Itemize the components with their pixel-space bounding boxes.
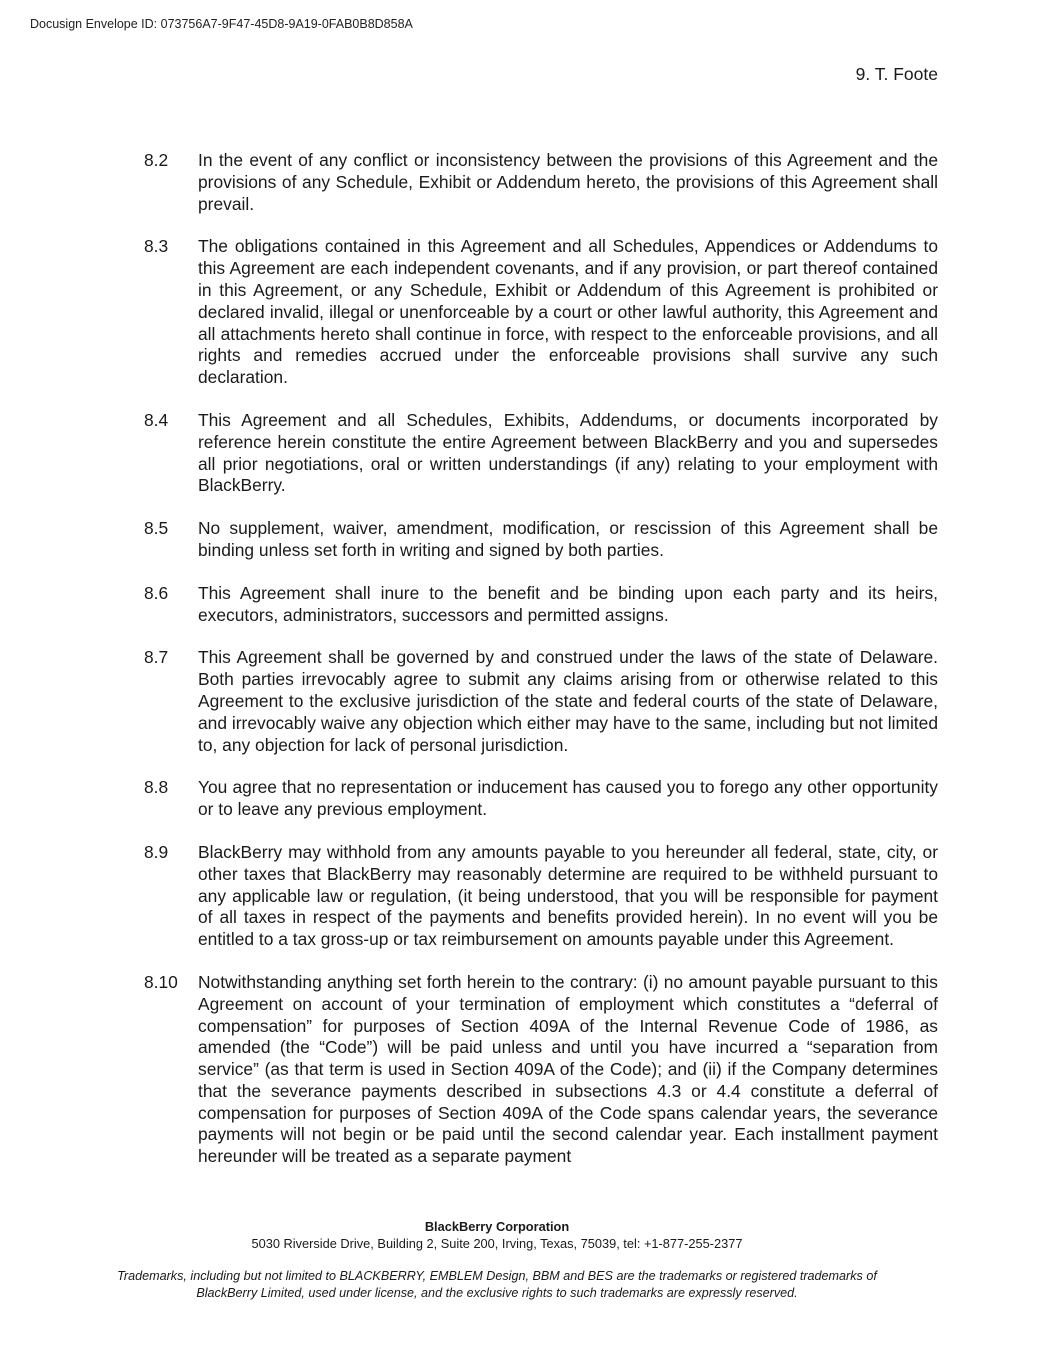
clause-text: Notwithstanding anything set forth herein to the contrary: (i) no amount payable pursuant to this Agreement on account of your termination of employment which constitutes a “deferral of compensation” for purposes of Section 409A of the Internal Revenue Code of 1986, as amended (the “Code”) will be paid unless and until you have incurred a “separation from service” (as that term is used in Section 409A of the Code); and (ii) if the Company determines that the severance payments described in subsections 4.3 or 4.4 constitute a deferral of compensation for purposes of Section 409A of the Code spans calendar years, the severance payments will not begin or be paid until the second calendar year. Each installment payment hereunder will be treated as a separate payment (198, 971, 938, 1167)
clause-list (144, 150, 938, 1189)
footer-company-name: BlackBerry Corporation (424, 1219, 570, 1234)
clause-text: No supplement, waiver, amendment, modification, or rescission of this Agreement shall be binding unless set forth in writing and signed by both parties. (198, 518, 938, 560)
clause-8-9 (144, 842, 938, 951)
trademark-line-2: BlackBerry Limited, used under license, and the exclusive rights to such trademarks are expressly reserved. (196, 1285, 798, 1300)
clause-number: 8.8 (144, 777, 169, 798)
clause-number: 8.3 (144, 236, 169, 257)
clause-text: You agree that no representation or inducement has caused you to forego any other opportunity or to leave any previous employment. (198, 777, 938, 820)
clause-number: 8.6 (144, 582, 169, 603)
page-header: 9. T. Foote (855, 64, 938, 84)
clause-8-5 (144, 518, 938, 562)
clause-text: The obligations contained in this Agreement and all Schedules, Appendices or Addendums to this Agreement are each independent covenants, and if any provision, or part thereof contained in this Agreement, or any Schedule, Exhibit or Addendum of this Agreement is prohibited or declared invalid, illegal or unenforceable by a court or other lawful authority, this Agreement and all attachments hereto shall continue in force, with respect to the enforceable provisions, and all rights and remedies accrued under the enforceable provisions shall survive any such declaration. (198, 236, 938, 388)
clause-text: This Agreement shall inure to the benefit and be binding upon each party and its heirs, executors, administrators, successors and permitted assigns. (198, 582, 938, 625)
clause-text: This Agreement shall be governed by and construed under the laws of the state of Delaware. Both parties irrevocably agree to submit any claims arising from or otherwise related to this Agreement to the exclusive jurisdiction of the state and federal courts of the state of Delaware, and irrevocably waive any objection which either may have to the same, including but not limited to, any objection for lack of personal jurisdiction. (198, 647, 938, 755)
clause-number: 8.7 (144, 647, 169, 668)
page-footer (0, 1219, 994, 1252)
clause-8-2 (144, 150, 938, 215)
clause-8-3 (144, 236, 938, 389)
clause-8-7 (144, 647, 938, 756)
trademark-notice (0, 1268, 994, 1301)
clause-8-10 (144, 972, 938, 1168)
clause-number: 8.4 (144, 409, 169, 430)
docusign-envelope-id: Docusign Envelope ID: 073756A7-9F47-45D8-9A19-0FAB0B8D858A (30, 17, 413, 31)
clause-number: 8.2 (144, 150, 169, 170)
clause-8-6 (144, 583, 938, 627)
clause-text: BlackBerry may withhold from any amounts payable to you hereunder all federal, state, city, or other taxes that BlackBerry may reasonably determine are required to be withheld pursuant to any applicable law or regulation, (it being understood, that you will be responsible for payment of all taxes in respect of the payments and benefits provided herein). In no event will you be entitled to a tax gross-up or tax reimbursement on amounts payable under this Agreement. (198, 841, 938, 950)
clause-8-8 (144, 777, 938, 821)
clause-text: This Agreement and all Schedules, Exhibits, Addendums, or documents incorporated by reference herein constitute the entire Agreement between BlackBerry and you and supersedes all prior negotiations, oral or written understandings (if any) relating to your employment with BlackBerry. (198, 409, 938, 496)
clause-number: 8.9 (144, 841, 169, 862)
clause-8-4 (144, 410, 938, 497)
footer-address: 5030 Riverside Drive, Building 2, Suite 200, Irving, Texas, 75039, tel: +1-877-255-2377 (251, 1236, 743, 1251)
clause-number: 8.10 (144, 971, 178, 992)
clause-text: In the event of any conflict or inconsistency between the provisions of this Agreement and the provisions of any Schedule, Exhibit or Addendum hereto, the provisions of this Agreement shall prevail. (198, 150, 938, 214)
clause-number: 8.5 (144, 518, 169, 539)
trademark-line-1: Trademarks, including but not limited to BLACKBERRY, EMBLEM Design, BBM and BES are the trademarks or registered trademarks of (117, 1269, 877, 1283)
